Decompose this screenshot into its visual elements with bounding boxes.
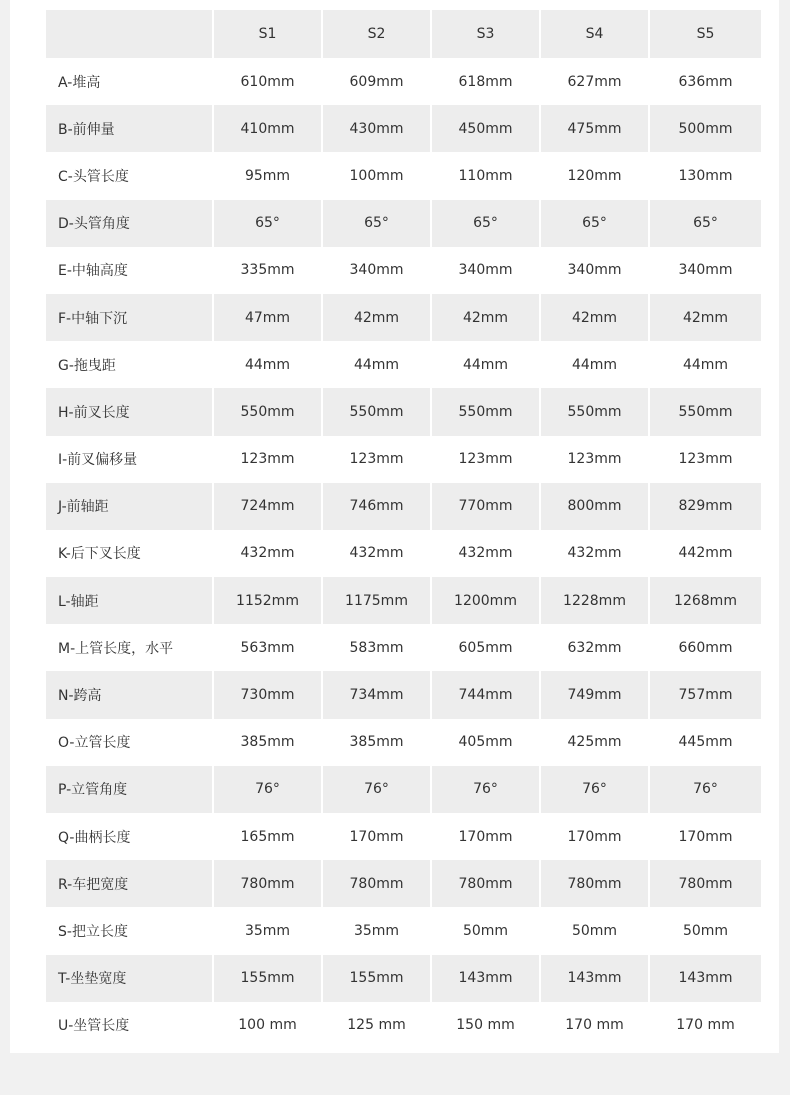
value-cell: 660mm — [678, 639, 733, 656]
table-row — [46, 483, 761, 530]
value-cell: 780mm — [650, 860, 761, 907]
header-size-5: S5 — [650, 10, 761, 58]
value-cell: 475mm — [541, 105, 648, 152]
value-cell: 780mm — [323, 860, 430, 907]
value-cell: 35mm — [353, 922, 400, 939]
row-label: F-中轴下沉 — [46, 294, 212, 341]
value-cell: 430mm — [323, 105, 430, 152]
value-cell: 636mm — [678, 73, 733, 90]
value-cell: 425mm — [567, 734, 622, 751]
value-cell: 130mm — [678, 167, 733, 184]
value-cell: 65° — [541, 200, 648, 247]
value-cell: 605mm — [458, 639, 513, 656]
value-cell: 42mm — [432, 294, 539, 341]
value-cell: 385mm — [349, 734, 404, 751]
value-cell: 385mm — [240, 734, 295, 751]
value-cell: 170mm — [349, 828, 404, 845]
value-cell: 780mm — [541, 860, 648, 907]
value-cell: 170mm — [678, 828, 733, 845]
value-cell: 170mm — [458, 828, 513, 845]
value-cell: 42mm — [541, 294, 648, 341]
value-cell: 44mm — [682, 356, 729, 373]
table-row — [46, 105, 761, 152]
value-cell: 76° — [323, 766, 430, 813]
table-row — [46, 152, 761, 199]
value-cell: 143mm — [650, 955, 761, 1002]
row-label: N-跨高 — [46, 671, 212, 718]
value-cell: 143mm — [541, 955, 648, 1002]
table-row — [46, 671, 761, 718]
value-cell: 410mm — [214, 105, 321, 152]
row-label: S-把立长度 — [58, 923, 128, 940]
value-cell: 35mm — [244, 922, 291, 939]
value-cell: 165mm — [240, 828, 295, 845]
value-cell: 150 mm — [456, 1017, 515, 1034]
value-cell: 800mm — [541, 483, 648, 530]
value-cell: 44mm — [244, 356, 291, 373]
row-label: I-前叉偏移量 — [58, 452, 138, 469]
value-cell: 65° — [650, 200, 761, 247]
value-cell: 50mm — [571, 922, 618, 939]
value-cell: 65° — [323, 200, 430, 247]
value-cell: 44mm — [353, 356, 400, 373]
value-cell: 618mm — [458, 73, 513, 90]
table-row — [46, 200, 761, 247]
value-cell: 780mm — [214, 860, 321, 907]
value-cell: 143mm — [432, 955, 539, 1002]
header-row — [46, 10, 761, 58]
table-row — [46, 388, 761, 435]
value-cell: 550mm — [323, 388, 430, 435]
value-cell: 724mm — [214, 483, 321, 530]
value-cell: 155mm — [323, 955, 430, 1002]
value-cell: 609mm — [349, 73, 404, 90]
table-row — [46, 719, 761, 766]
header-size-1: S1 — [214, 10, 321, 58]
table-row — [46, 294, 761, 341]
value-cell: 335mm — [240, 262, 295, 279]
value-cell: 170 mm — [565, 1017, 624, 1034]
table-row — [46, 1002, 761, 1049]
value-cell: 432mm — [349, 545, 404, 562]
value-cell: 170 mm — [676, 1017, 735, 1034]
value-cell: 340mm — [567, 262, 622, 279]
table-row — [46, 247, 761, 294]
value-cell: 610mm — [240, 73, 295, 90]
value-cell: 1152mm — [214, 577, 321, 624]
row-label: B-前伸量 — [46, 105, 212, 152]
value-cell: 445mm — [678, 734, 733, 751]
value-cell: 632mm — [567, 639, 622, 656]
table-row — [46, 860, 761, 907]
value-cell: 550mm — [214, 388, 321, 435]
value-cell: 123mm — [458, 451, 513, 468]
value-cell: 42mm — [650, 294, 761, 341]
row-label: K-后下叉长度 — [58, 546, 141, 563]
value-cell: 500mm — [650, 105, 761, 152]
row-label: P-立管角度 — [46, 766, 212, 813]
value-cell: 1200mm — [432, 577, 539, 624]
row-label: R-车把宽度 — [46, 860, 212, 907]
value-cell: 76° — [541, 766, 648, 813]
value-cell: 730mm — [214, 671, 321, 718]
row-label: G-拖曳距 — [58, 357, 116, 374]
value-cell: 340mm — [458, 262, 513, 279]
value-cell: 550mm — [650, 388, 761, 435]
row-label: C-头管长度 — [58, 168, 129, 185]
value-cell: 746mm — [323, 483, 430, 530]
value-cell: 744mm — [432, 671, 539, 718]
value-cell: 123mm — [349, 451, 404, 468]
row-label: E-中轴高度 — [58, 263, 128, 280]
value-cell: 829mm — [650, 483, 761, 530]
value-cell: 432mm — [458, 545, 513, 562]
row-label: Q-曲柄长度 — [58, 829, 131, 846]
value-cell: 110mm — [458, 167, 513, 184]
value-cell: 125 mm — [347, 1017, 406, 1034]
geometry-table — [46, 10, 761, 1049]
value-cell: 734mm — [323, 671, 430, 718]
value-cell: 450mm — [432, 105, 539, 152]
value-cell: 42mm — [323, 294, 430, 341]
row-label: D-头管角度 — [46, 200, 212, 247]
value-cell: 47mm — [214, 294, 321, 341]
value-cell: 780mm — [432, 860, 539, 907]
row-label: A-堆高 — [58, 74, 101, 91]
value-cell: 563mm — [240, 639, 295, 656]
row-label: O-立管长度 — [58, 735, 131, 752]
value-cell: 76° — [650, 766, 761, 813]
value-cell: 1175mm — [323, 577, 430, 624]
value-cell: 76° — [432, 766, 539, 813]
value-cell: 550mm — [432, 388, 539, 435]
table-row — [46, 907, 761, 954]
value-cell: 50mm — [682, 922, 729, 939]
value-cell: 770mm — [432, 483, 539, 530]
value-cell: 170mm — [567, 828, 622, 845]
table-row — [46, 58, 761, 105]
table-row — [46, 530, 761, 577]
value-cell: 65° — [432, 200, 539, 247]
row-label: J-前轴距 — [46, 483, 212, 530]
value-cell: 432mm — [240, 545, 295, 562]
table-row — [46, 577, 761, 624]
value-cell: 442mm — [678, 545, 733, 562]
row-label: L-轴距 — [46, 577, 212, 624]
header-size-2: S2 — [323, 10, 430, 58]
value-cell: 120mm — [567, 167, 622, 184]
value-cell: 123mm — [567, 451, 622, 468]
table-row — [46, 813, 761, 860]
value-cell: 627mm — [567, 73, 622, 90]
header-size-3: S3 — [432, 10, 539, 58]
value-cell: 405mm — [458, 734, 513, 751]
table-row — [46, 436, 761, 483]
value-cell: 340mm — [349, 262, 404, 279]
value-cell: 123mm — [240, 451, 295, 468]
row-label: M-上管长度，水平 — [58, 640, 174, 657]
value-cell: 95mm — [244, 167, 291, 184]
value-cell: 583mm — [349, 639, 404, 656]
value-cell: 65° — [214, 200, 321, 247]
geometry-card — [10, 0, 779, 1053]
table-row — [46, 341, 761, 388]
value-cell: 1268mm — [650, 577, 761, 624]
corner-cell — [46, 10, 212, 58]
table-row — [46, 624, 761, 671]
table-row — [46, 955, 761, 1002]
value-cell: 432mm — [567, 545, 622, 562]
row-label: H-前叉长度 — [46, 388, 212, 435]
value-cell: 123mm — [678, 451, 733, 468]
value-cell: 44mm — [462, 356, 509, 373]
value-cell: 44mm — [571, 356, 618, 373]
value-cell: 749mm — [541, 671, 648, 718]
value-cell: 155mm — [214, 955, 321, 1002]
row-label: U-坐管长度 — [58, 1018, 130, 1035]
value-cell: 100mm — [349, 167, 404, 184]
value-cell: 76° — [214, 766, 321, 813]
value-cell: 1228mm — [541, 577, 648, 624]
value-cell: 100 mm — [238, 1017, 297, 1034]
row-label: T-坐垫宽度 — [46, 955, 212, 1002]
header-size-4: S4 — [541, 10, 648, 58]
value-cell: 757mm — [650, 671, 761, 718]
value-cell: 550mm — [541, 388, 648, 435]
value-cell: 50mm — [462, 922, 509, 939]
value-cell: 340mm — [678, 262, 733, 279]
table-row — [46, 766, 761, 813]
